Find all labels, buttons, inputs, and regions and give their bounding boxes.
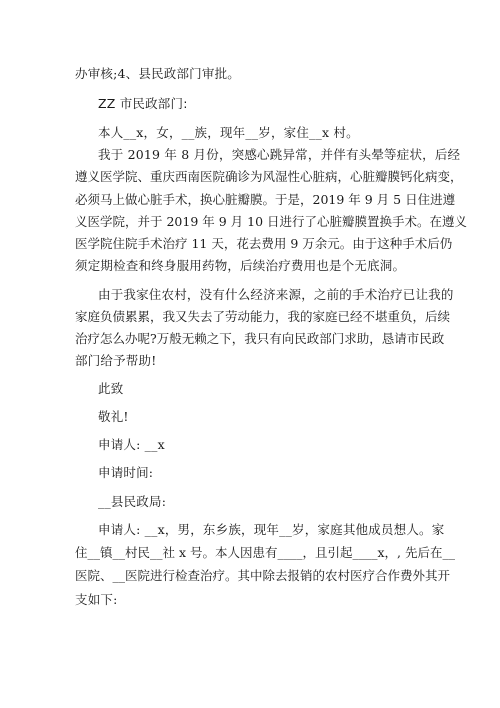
closing-line: 此致 (98, 381, 124, 396)
paragraph-line: 家庭负债累累，我又失去了劳动能力，我的家庭已经不堪重负，后续 (75, 309, 451, 324)
date-line: 申请时间: (98, 465, 154, 480)
salutation: ZZ 市民政部门: (98, 96, 188, 111)
text-line: 本人__x，女，__族，现年__岁，家住__x 村。 (98, 125, 359, 140)
text-line: 办审核;4、县民政部门审批。 (75, 66, 240, 81)
applicant-line: 申请人: __x (98, 437, 165, 452)
addressee-line: __县民政局: (98, 494, 167, 509)
paragraph-line: 必须马上做心脏手术，换心脏瓣膜。于是，2019 年 9 月 5 日住进遵 (75, 192, 456, 207)
closing-line: 敬礼! (98, 409, 129, 424)
paragraph-line: 义医学院，并于 2019 年 9 月 10 日进行了心脏瓣膜置换手术。在遵义 (75, 214, 468, 229)
paragraph-line: 由于我家住农村，没有什么经济来源，之前的手术治疗已让我的 (98, 287, 454, 302)
paragraph-line: 须定期检查和终身服用药物，后续治疗费用也是个无底洞。 (75, 258, 406, 273)
paragraph-line: 我于 2019 年 8 月份，突感心跳异常，并伴有头晕等症状，后经 (98, 147, 461, 162)
paragraph-line: 申请人: __x，男，东乡族，现年__岁，家庭其他成员想人。家 (98, 522, 445, 537)
paragraph-line: 医学院住院手术治疗 11 天，花去费用 9 万余元。由于这种手术后仍 (75, 236, 453, 251)
paragraph-line: 医院、__医院进行检查治疗。其中除去报销的农村医疗合作费外其开 (75, 568, 451, 583)
paragraph-line: 部门给予帮助! (75, 353, 157, 368)
paragraph-line: 住__镇__村民__社 x 号。本人因患有____，且引起____x，, 先后在__ (75, 545, 455, 560)
paragraph-line: 支如下: (75, 592, 118, 607)
paragraph-line: 治疗怎么办呢?万般无赖之下，我只有向民政部门求助，恳请市民政 (75, 331, 445, 346)
paragraph-line: 遵义医学院、重庆西南医院确诊为风湿性心脏病，心脏瓣膜钙化病变， (75, 169, 463, 184)
